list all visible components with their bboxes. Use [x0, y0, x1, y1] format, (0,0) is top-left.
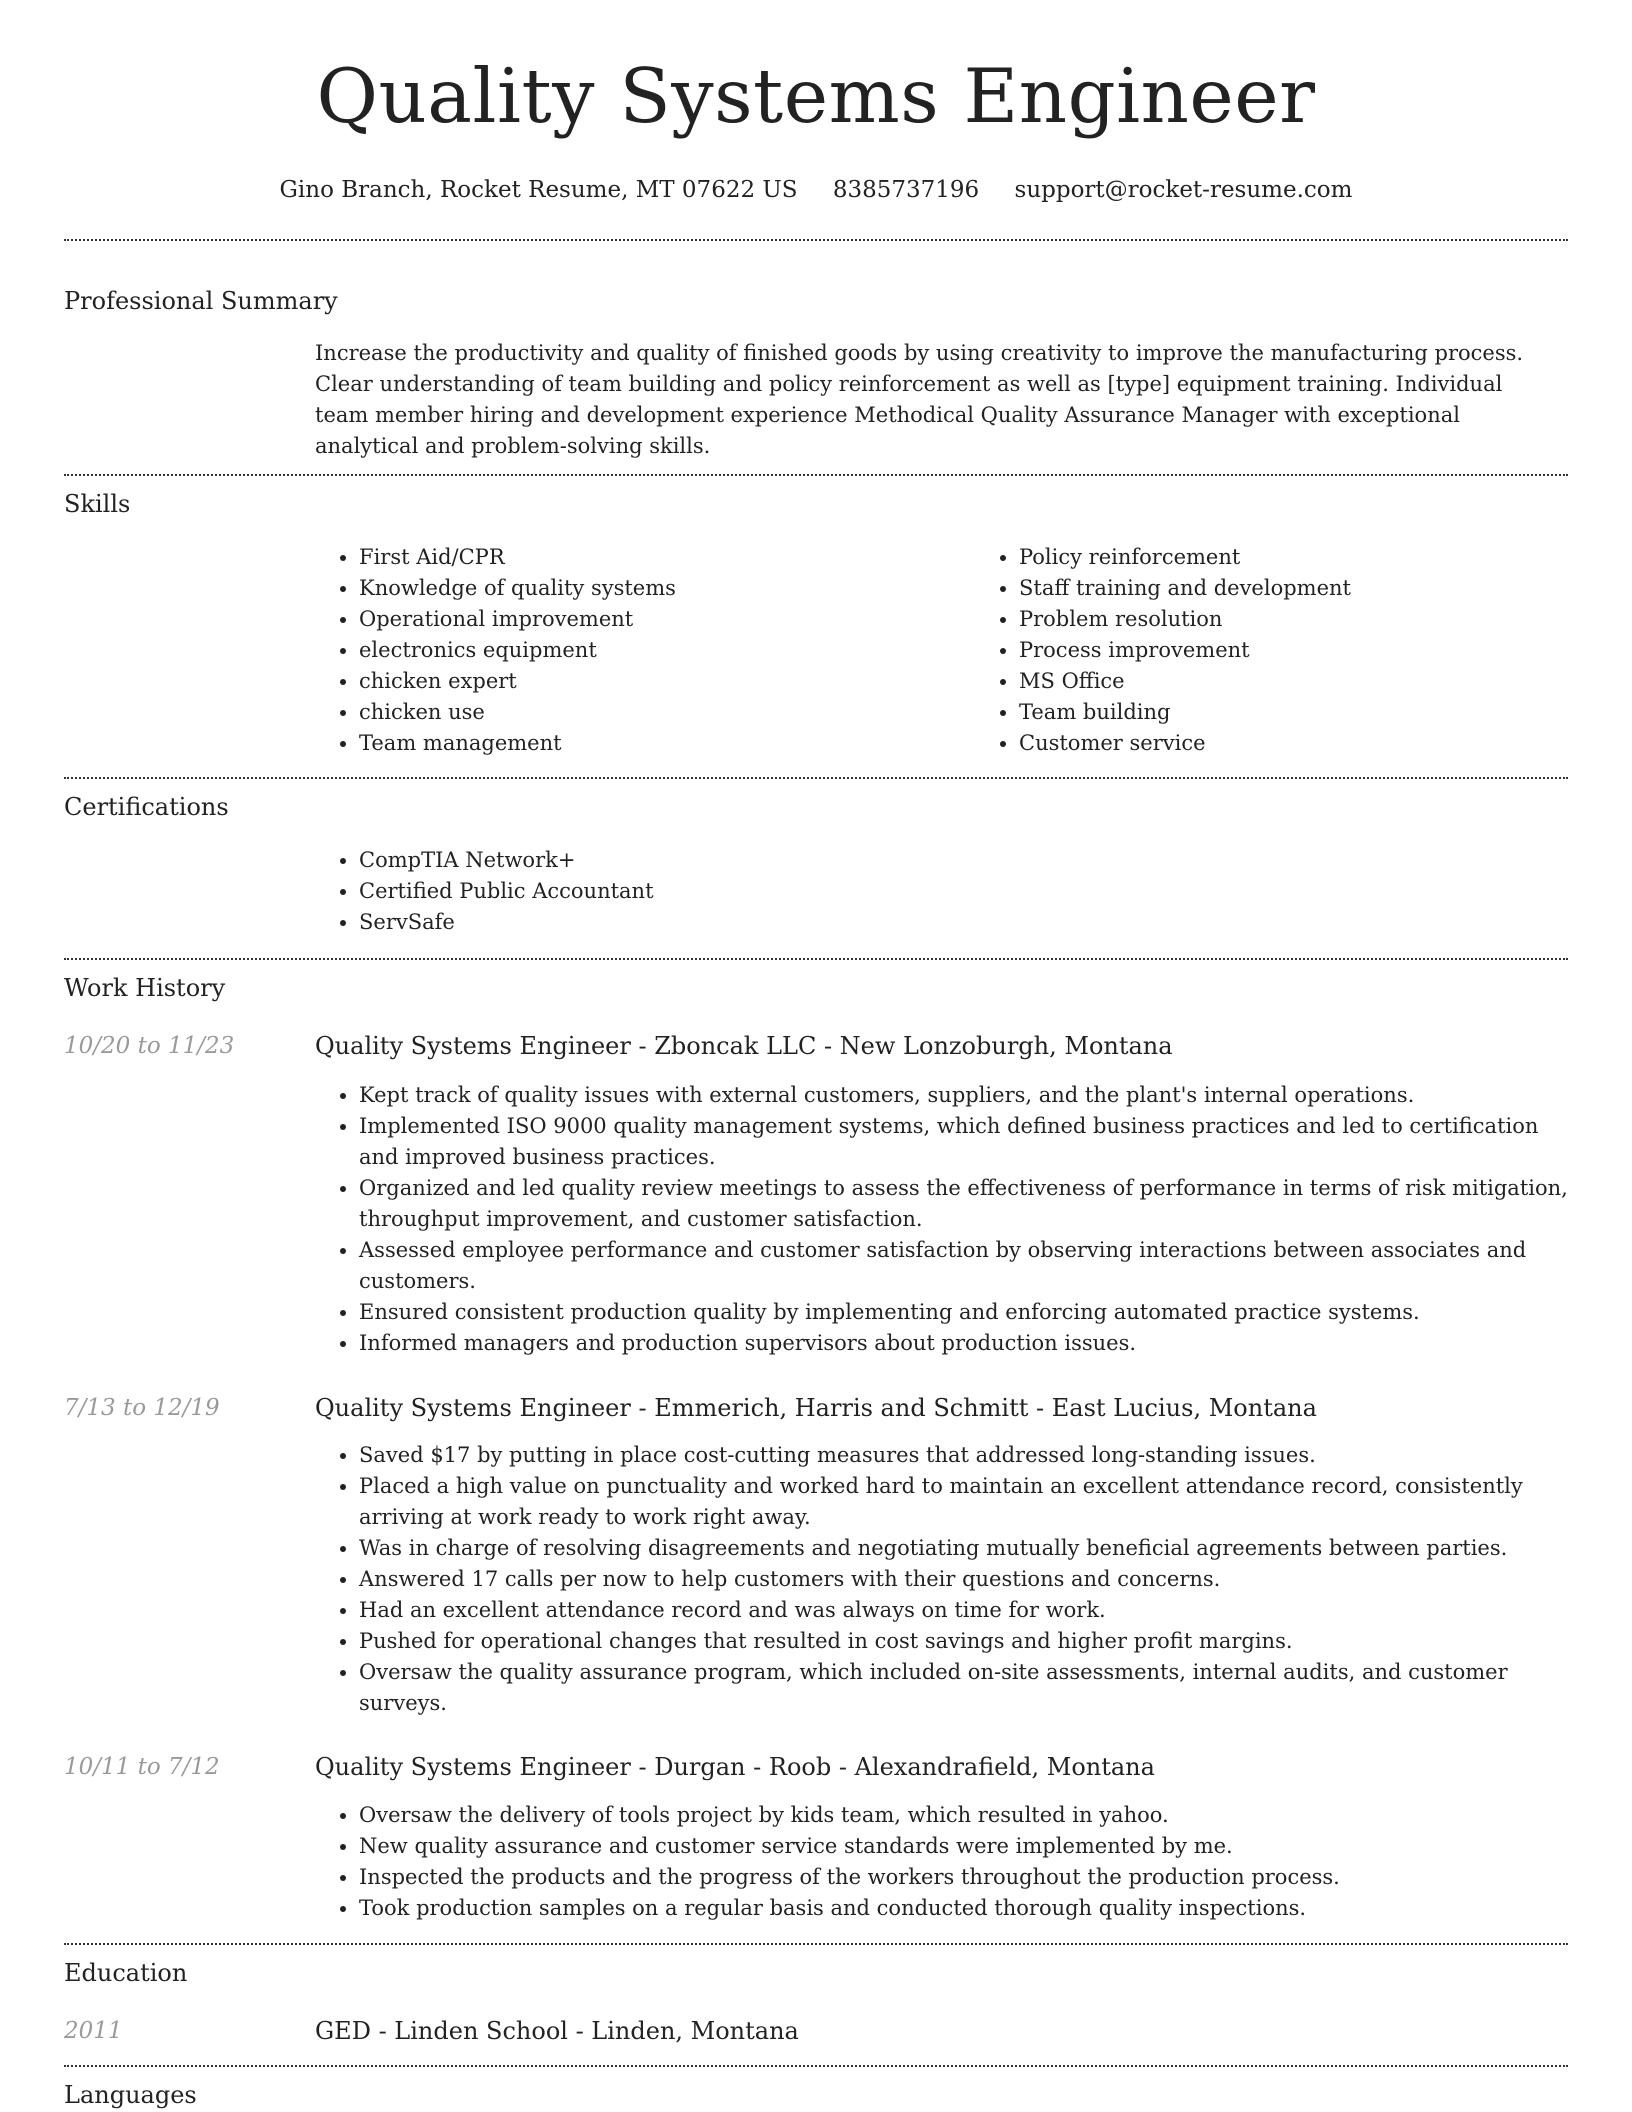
skill-item: • chicken expert — [359, 666, 975, 697]
certification-item: • Certified Public Accountant — [359, 876, 1568, 907]
job-entry — [64, 1751, 1568, 1924]
job-title: Quality Systems Engineer - Emmerich, Harris and Schmitt - East Lucius, Montana — [315, 1394, 1317, 1422]
skill-item: • Process improvement — [1019, 635, 1632, 666]
skill-item: • First Aid/CPR — [359, 542, 975, 573]
job-bullet: • Saved $17 by putting in place cost-cutting measures that addressed long-standing issues. — [359, 1440, 1568, 1471]
job-bullet: • Placed a high value on punctuality and worked hard to maintain an excellent attendance record, consistently arriving at work ready to work right away. — [359, 1471, 1568, 1533]
resume-title: Quality Systems Engineer — [316, 52, 1316, 140]
job-dates: 7/13 to 12/19 — [64, 1395, 220, 1421]
skill-item: • MS Office — [1019, 666, 1632, 697]
summary-row — [64, 338, 1568, 462]
section-divider — [64, 1943, 1568, 1945]
education-entry — [64, 2015, 1568, 2047]
skills-list-left — [315, 542, 975, 759]
job-bullet: • Pushed for operational changes that resulted in cost savings and higher profit margins. — [359, 1626, 1568, 1657]
section-heading-certifications: Certifications — [64, 793, 229, 821]
section-heading-education: Education — [64, 1959, 188, 1987]
section-heading-work: Work History — [64, 974, 226, 1002]
skill-item: • Problem resolution — [1019, 604, 1632, 635]
contact-line — [64, 174, 1568, 206]
section-heading-languages: Languages — [64, 2081, 197, 2109]
job-bullet: • Oversaw the delivery of tools project by kids team, which resulted in yahoo. — [359, 1800, 1568, 1831]
skill-item: • Staff training and development — [1019, 573, 1632, 604]
job-bullets — [315, 1440, 1568, 1719]
section-divider — [64, 777, 1568, 779]
job-bullet: • Answered 17 calls per now to help customers with their questions and concerns. — [359, 1564, 1568, 1595]
education-year: 2011 — [64, 2018, 123, 2044]
job-dates: 10/11 to 7/12 — [64, 1754, 220, 1780]
job-bullet: • Was in charge of resolving disagreements and negotiating mutually beneficial agreements between parties. — [359, 1533, 1568, 1564]
job-bullet: • Had an excellent attendance record and was always on time for work. — [359, 1595, 1568, 1626]
job-bullet: • Oversaw the quality assurance program, which included on-site assessments, internal audits, and customer surveys. — [359, 1657, 1568, 1719]
skill-item: • Team building — [1019, 697, 1632, 728]
certifications-list — [315, 845, 1568, 938]
education-detail: GED - Linden School - Linden, Montana — [315, 2017, 799, 2045]
contact-phone: 8385737196 — [832, 177, 980, 203]
section-divider — [64, 2065, 1568, 2067]
job-bullet: • Implemented ISO 9000 quality management systems, which defined business practices and led to certification and improved business practices. — [359, 1111, 1568, 1173]
skills-columns — [315, 542, 1632, 759]
job-bullet: • New quality assurance and customer service standards were implemented by me. — [359, 1831, 1568, 1862]
job-bullet: • Organized and led quality review meetings to assess the effectiveness of performance in terms of risk mitigation, throughput improvement, and customer satisfaction. — [359, 1173, 1568, 1235]
job-entry — [64, 1392, 1568, 1719]
job-bullet: • Informed managers and production supervisors about production issues. — [359, 1328, 1568, 1359]
section-divider — [64, 239, 1568, 241]
certification-item: • ServSafe — [359, 907, 1568, 938]
job-bullets — [315, 1800, 1568, 1924]
job-bullet: • Kept track of quality issues with external customers, suppliers, and the plant's internal operations. — [359, 1080, 1568, 1111]
job-entry — [64, 1030, 1568, 1359]
summary-text: Increase the productivity and quality of finished goods by using creativity to improve the manufacturing process. Clear understanding of team building and policy reinforcement as well as [type] equipment training. Individual team member hiring and development experience Methodical Quality Assurance Manager with exceptional analytical and problem-solving skills. — [315, 341, 1524, 458]
skill-item: • Policy reinforcement — [1019, 542, 1632, 573]
skill-item: • chicken use — [359, 697, 975, 728]
job-bullet: • Assessed employee performance and customer satisfaction by observing interactions between associates and customers. — [359, 1235, 1568, 1297]
skill-item: • Customer service — [1019, 728, 1632, 759]
skills-row — [64, 542, 1568, 759]
certification-item: • CompTIA Network+ — [359, 845, 1568, 876]
section-heading-skills: Skills — [64, 490, 131, 518]
job-title: Quality Systems Engineer - Durgan - Roob - Alexandrafield, Montana — [315, 1753, 1155, 1781]
job-title: Quality Systems Engineer - Zboncak LLC - New Lonzoburgh, Montana — [315, 1032, 1173, 1060]
skills-list-right — [975, 542, 1632, 759]
contact-address: Gino Branch, Rocket Resume, MT 07622 US — [279, 177, 798, 203]
skill-item: • Operational improvement — [359, 604, 975, 635]
skill-item: • electronics equipment — [359, 635, 975, 666]
job-bullet: • Inspected the products and the progress of the workers throughout the production process. — [359, 1862, 1568, 1893]
certifications-row — [64, 845, 1568, 938]
job-dates: 10/20 to 11/23 — [64, 1033, 235, 1059]
skill-item: • Team management — [359, 728, 975, 759]
contact-email: support@rocket-resume.com — [1014, 177, 1353, 203]
job-bullet: • Ensured consistent production quality by implementing and enforcing automated practice systems. — [359, 1297, 1568, 1328]
section-divider — [64, 474, 1568, 476]
job-bullet: • Took production samples on a regular basis and conducted thorough quality inspections. — [359, 1893, 1568, 1924]
job-bullets — [315, 1080, 1568, 1359]
section-heading-summary: Professional Summary — [64, 287, 338, 315]
skill-item: • Knowledge of quality systems — [359, 573, 975, 604]
section-divider — [64, 958, 1568, 960]
